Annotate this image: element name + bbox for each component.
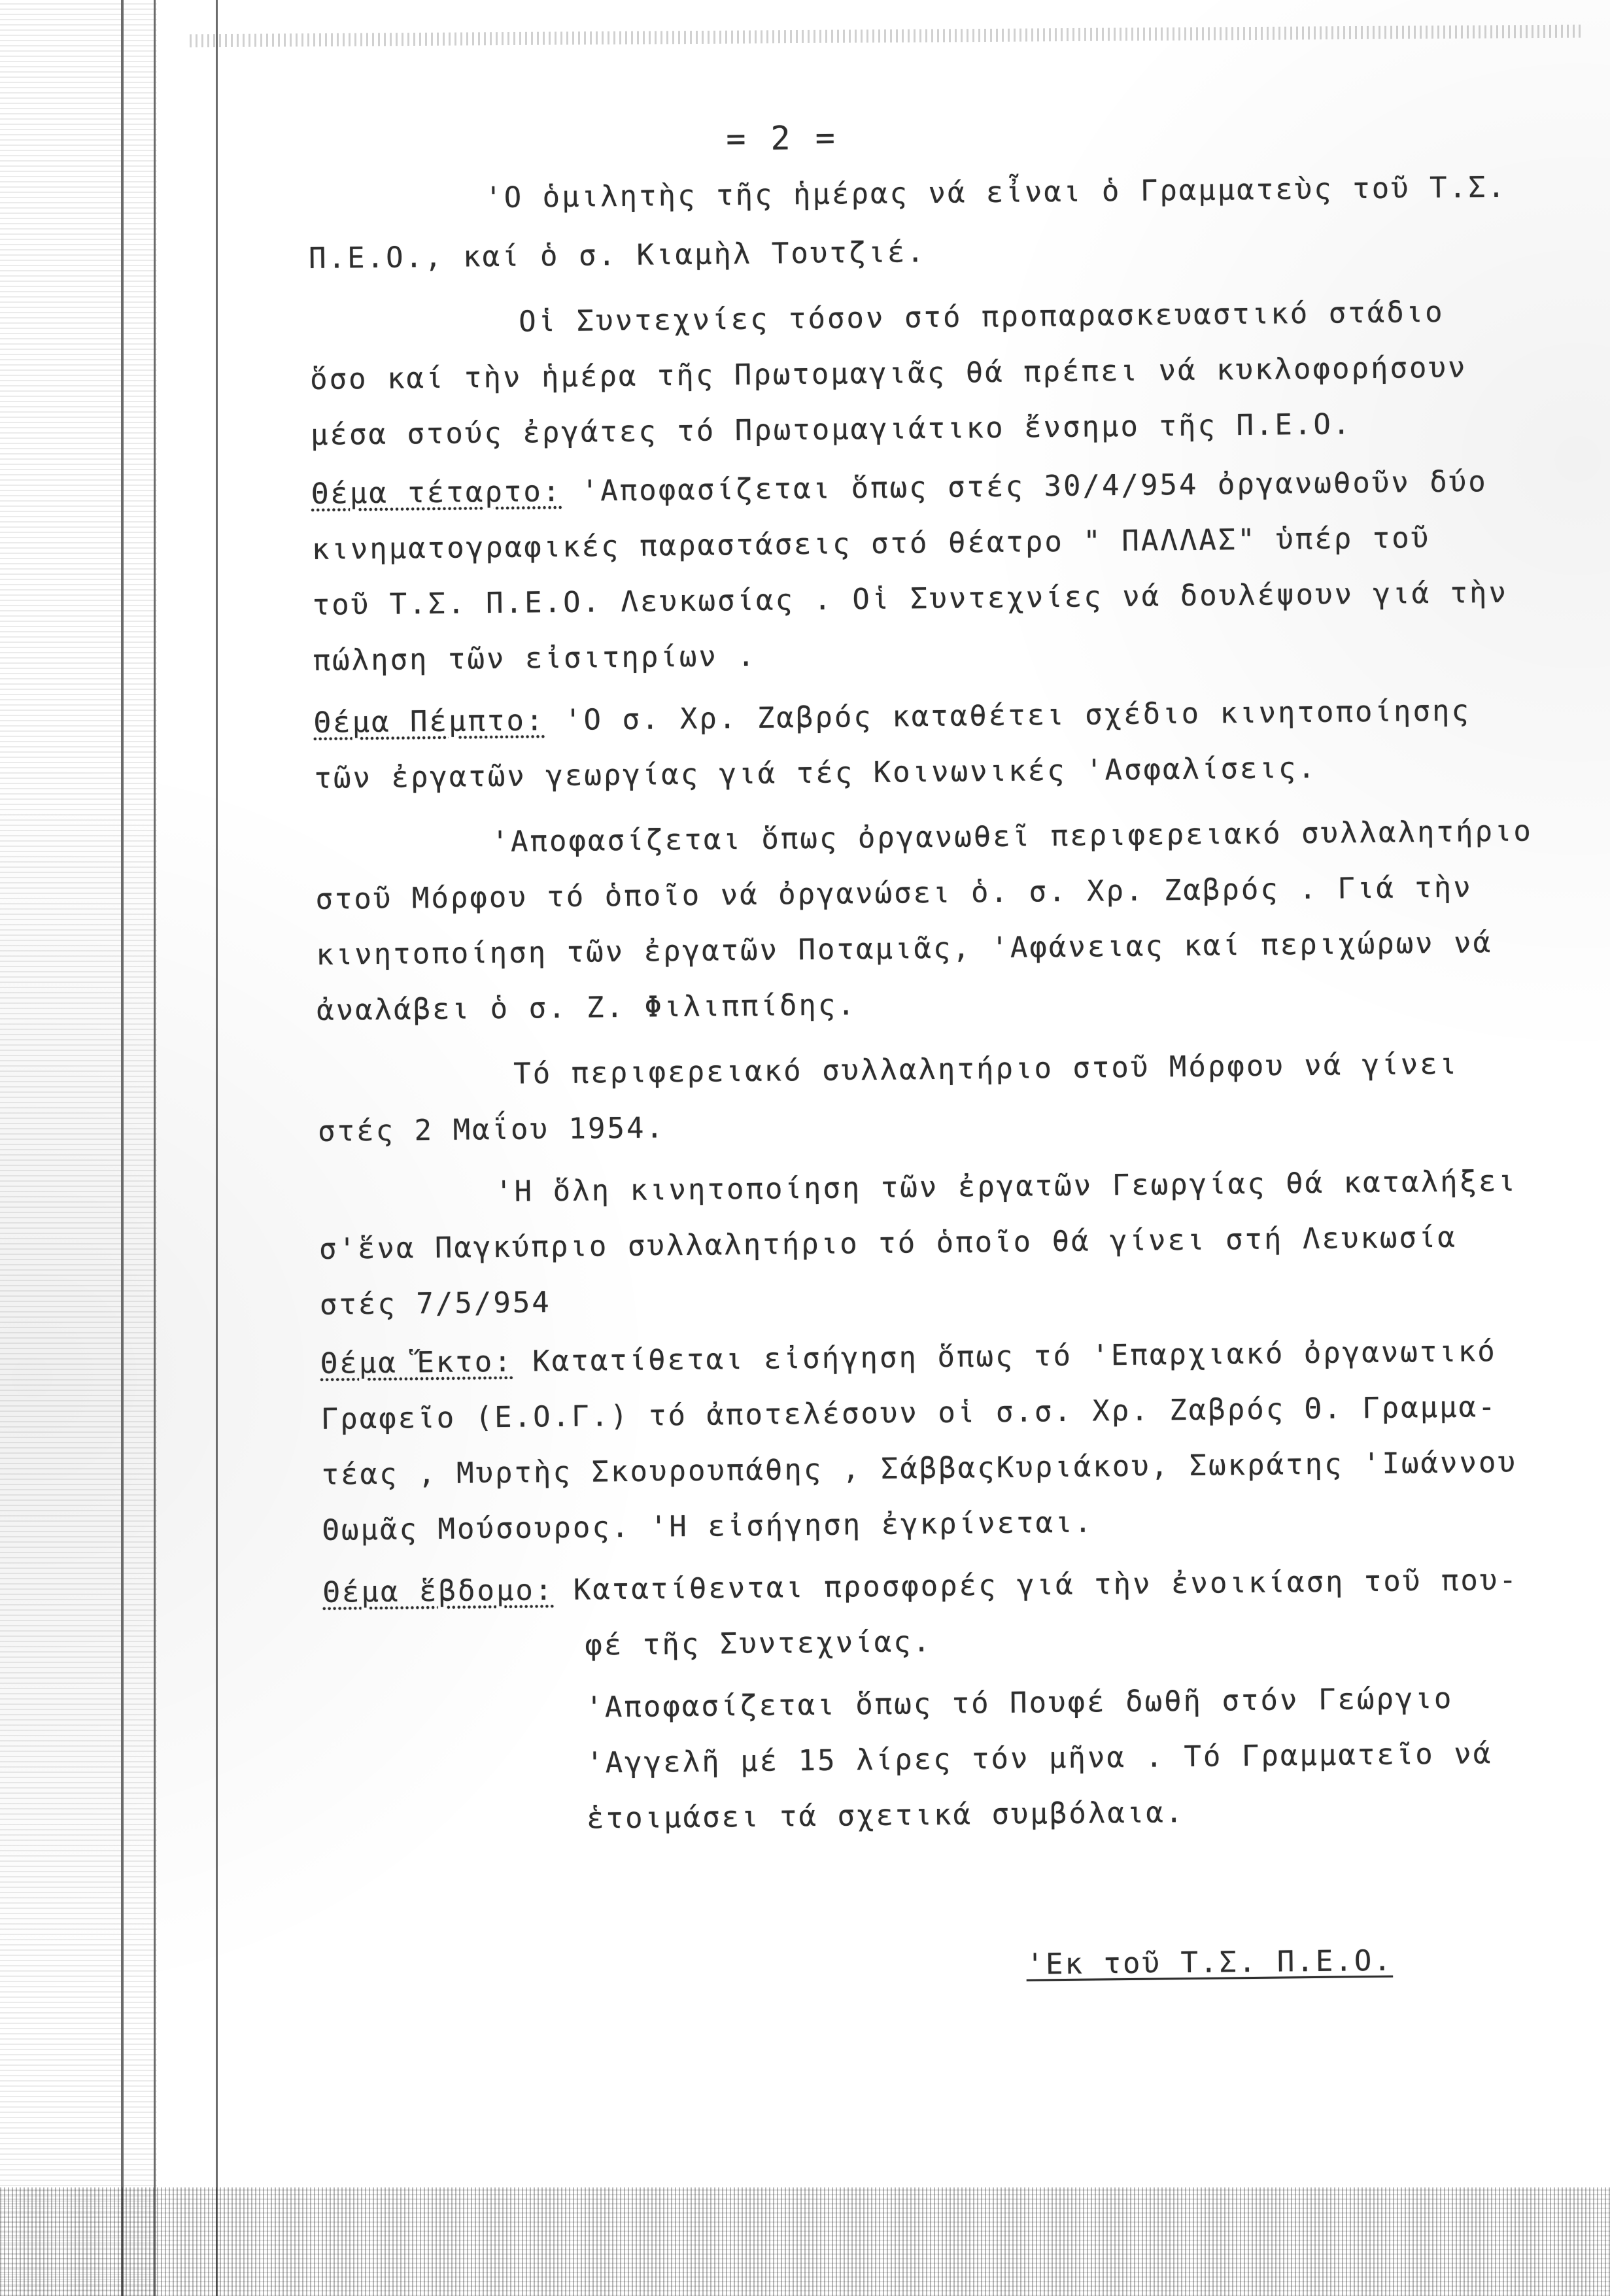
text-line: μέσα στούς ἐργάτες τό Πρωτομαγιάτικο ἔνσημο τῆς Π.Ε.Ο. bbox=[310, 407, 1352, 452]
text-line: Θωμᾶς Μούσουρος. 'Η εἰσήγηση ἐγκρίνεται. bbox=[322, 1505, 1094, 1547]
agenda-text: Κατατίθεται εἰσήγηση ὅπως τό 'Επαρχιακό ὀργανωτικό bbox=[513, 1335, 1497, 1379]
text-line: στές 7/5/954 bbox=[319, 1286, 552, 1322]
text-line: φέ τῆς Συντεχνίας. bbox=[585, 1625, 933, 1662]
scan-bottom-edge bbox=[0, 2187, 1610, 2296]
text-line: ἑτοιμάσει τά σχετικά συμβόλαια. bbox=[586, 1796, 1185, 1836]
text-line: Τό περιφερειακό συλλαλητήριο στοῦ Μόρφου νά γίνει bbox=[513, 1047, 1459, 1091]
text-line: 'Αποφασίζεται ὅπως τό Πουφέ δωθῆ στόν Γεώργιο bbox=[585, 1681, 1454, 1724]
text-line: τοῦ Τ.Σ. Π.Ε.Ο. Λευκωσίας . Οἱ Συντεχνίες νά δουλέψουν γιά τὴν bbox=[312, 575, 1509, 622]
text-line: τῶν ἐργατῶν γεωργίας γιά τές Κοινωνικές 'Ασφαλίσεις. bbox=[314, 751, 1318, 795]
text-line: κινηματογραφικές παραστάσεις στό θέατρο " ΠΑΛΛΑΣ" ὑπέρ τοῦ bbox=[311, 521, 1431, 566]
binder-line bbox=[216, 0, 218, 2296]
text-line: στές 2 Μαΐου 1954. bbox=[317, 1111, 666, 1148]
scan-left-edge bbox=[0, 0, 157, 2296]
text-line: Οἱ Συντεχνίες τόσον στό προπαρασκευαστικό στάδιο bbox=[518, 295, 1445, 339]
agenda-item-6 bbox=[320, 1335, 1497, 1380]
text-line: Π.Ε.Ο., καί ὁ σ. Κιαμὴλ Τουτζιέ. bbox=[308, 235, 927, 275]
agenda-item-7 bbox=[322, 1564, 1518, 1609]
text-line: Γραφεῖο (Ε.Ο.Γ.) τό ἀποτελέσουν οἱ σ.σ. Χρ. Ζαβρός Θ. Γραμμα- bbox=[320, 1390, 1498, 1436]
agenda-item-4 bbox=[311, 465, 1488, 511]
text-line: 'Αγγελῆ μέ 15 λίρες τόν μῆνα . Τό Γραμματεῖο νά bbox=[586, 1737, 1493, 1780]
agenda-text: 'Ο σ. Χρ. Ζαβρός καταθέτει σχέδιο κινητοποίησης bbox=[545, 694, 1471, 738]
agenda-text: Κατατίθενται προσφορές γιά τὴν ἐνοικίαση τοῦ που- bbox=[554, 1563, 1519, 1607]
text-line: τέας , Μυρτὴς Σκουρουπάθης , ΣάββαςΚυριάκου, Σωκράτης 'Ιωάννου bbox=[321, 1445, 1518, 1492]
text-line: 'Ο ὁμιλητὴς τῆς ἡμέρας νά εἶναι ὁ Γραμματεὺς τοῦ Τ.Σ. bbox=[484, 170, 1507, 215]
text-line: κινητοποίηση τῶν ἐργατῶν Ποταμιᾶς, 'Αφάνειας καί περιχώρων νά bbox=[316, 926, 1493, 972]
text-line: πώληση τῶν εἰσιτηρίων . bbox=[313, 639, 757, 677]
text-line: σ'ἕνα Παγκύπριο συλλαλητήριο τό ὁποῖο θά γίνει στή Λευκωσία bbox=[318, 1220, 1458, 1266]
text-line: 'Η ὅλη κινητοποίηση τῶν ἐργατῶν Γεωργίας θά καταλήξει bbox=[494, 1164, 1518, 1209]
text-line: 'Αποφασίζεται ὅπως ὀργανωθεῖ περιφερειακό συλλαλητήριο bbox=[491, 814, 1533, 859]
binder-line bbox=[121, 0, 124, 2296]
binder-line bbox=[154, 0, 156, 2296]
agenda-label: Θέμα ἕβδομο: bbox=[322, 1573, 555, 1609]
text-line: ἀναλάβει ὁ σ. Ζ. Φιλιππίδης. bbox=[316, 988, 857, 1027]
agenda-label: Θέμα Πέμπτο: bbox=[313, 704, 545, 740]
agenda-item-5 bbox=[313, 694, 1471, 740]
signature: 'Εκ τοῦ Τ.Σ. Π.Ε.Ο. bbox=[1026, 1944, 1394, 1981]
page-number: = 2 = bbox=[725, 118, 838, 158]
text-line: ὅσο καί τὴν ἡμέρα τῆς Πρωτομαγιᾶς θά πρέπει νά κυκλοφορήσουν bbox=[309, 351, 1467, 396]
agenda-text: 'Αποφασίζεται ὅπως στές 30/4/954 ὀργανωθοῦν δύο bbox=[562, 465, 1488, 508]
agenda-label: Θέμα τέταρτο: bbox=[311, 474, 562, 511]
agenda-label: Θέμα Ἕκτο: bbox=[320, 1345, 514, 1380]
text-line: στοῦ Μόρφου τό ὁποῖο νά ὀργανώσει ὁ. σ. Χρ. Ζαβρός . Γιά τὴν bbox=[315, 870, 1473, 916]
typewritten-page bbox=[307, 111, 1569, 1988]
